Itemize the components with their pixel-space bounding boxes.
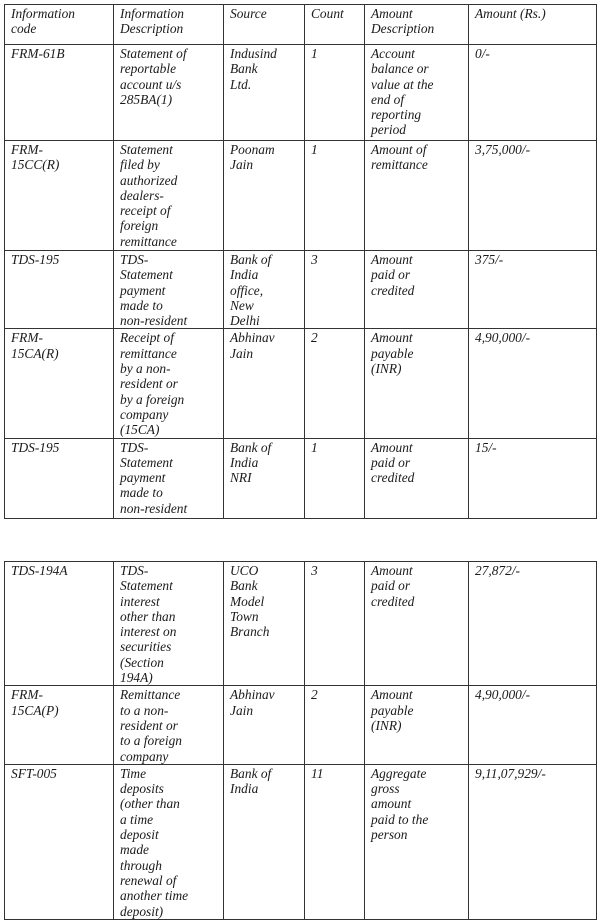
cell-source: Poonam Jain: [224, 141, 305, 251]
cell-amount: 375/-: [469, 251, 597, 329]
cell-information-code: FRM- 15CC(R): [5, 141, 114, 251]
header-amount-description: Amount Description: [365, 5, 469, 45]
header-amount: Amount (Rs.): [469, 5, 597, 45]
cell-count: 2: [305, 329, 365, 438]
cell-amount-description: Account balance or value at the end of reporting period: [365, 45, 469, 141]
cell-information-code: TDS-195: [5, 438, 114, 518]
cell-information-description: Statement of reportable account u/s 285BA(1): [114, 45, 224, 141]
cell-amount-description: Amount of remittance: [365, 141, 469, 251]
cell-count: 11: [305, 764, 365, 919]
cell-count: 1: [305, 438, 365, 518]
table-row: [5, 251, 597, 329]
cell-information-description: TDS- Statement interest other than interest on securities (Section 194A): [114, 562, 224, 686]
cell-amount: 3,75,000/-: [469, 141, 597, 251]
cell-amount-description: Amount payable (INR): [365, 686, 469, 764]
cell-amount-description: Amount paid or credited: [365, 562, 469, 686]
cell-information-code: TDS-195: [5, 251, 114, 329]
header-count: Count: [305, 5, 365, 45]
header-information-description: Information Description: [114, 5, 224, 45]
cell-source: Bank of India: [224, 764, 305, 919]
cell-source: Bank of India NRI: [224, 438, 305, 518]
cell-count: 2: [305, 686, 365, 764]
cell-amount-description: Amount paid or credited: [365, 251, 469, 329]
table-row: [5, 141, 597, 251]
cell-amount: 9,11,07,929/-: [469, 764, 597, 919]
cell-source: Abhinav Jain: [224, 686, 305, 764]
cell-count: 3: [305, 251, 365, 329]
table-row: [5, 764, 597, 919]
cell-information-description: TDS- Statement payment made to non-resident: [114, 251, 224, 329]
header-information-code: Information code: [5, 5, 114, 45]
cell-amount: 0/-: [469, 45, 597, 141]
cell-amount: 15/-: [469, 438, 597, 518]
cell-information-description: Time deposits (other than a time deposit made through renewal of another time deposit): [114, 764, 224, 919]
table-row: [5, 686, 597, 764]
cell-amount: 4,90,000/-: [469, 686, 597, 764]
cell-count: 1: [305, 141, 365, 251]
table-row: [5, 45, 597, 141]
cell-amount: 27,872/-: [469, 562, 597, 686]
cell-amount-description: Aggregate gross amount paid to the person: [365, 764, 469, 919]
cell-count: 1: [305, 45, 365, 141]
information-table-1: [4, 4, 597, 519]
cell-information-description: Statement filed by authorized dealers- receipt of foreign remittance: [114, 141, 224, 251]
table-row: [5, 438, 597, 518]
cell-source: Bank of India office, New Delhi: [224, 251, 305, 329]
table-row: [5, 329, 597, 438]
cell-information-code: FRM- 15CA(P): [5, 686, 114, 764]
cell-information-code: FRM- 15CA(R): [5, 329, 114, 438]
cell-amount-description: Amount payable (INR): [365, 329, 469, 438]
information-table-2: [4, 561, 597, 920]
cell-source: Abhinav Jain: [224, 329, 305, 438]
cell-information-description: TDS- Statement payment made to non-resident: [114, 438, 224, 518]
cell-count: 3: [305, 562, 365, 686]
header-source: Source: [224, 5, 305, 45]
cell-information-description: Remittance to a non- resident or to a foreign company: [114, 686, 224, 764]
table-header-row: [5, 5, 597, 45]
cell-source: UCO Bank Model Town Branch: [224, 562, 305, 686]
table-row: [5, 562, 597, 686]
cell-information-code: FRM-61B: [5, 45, 114, 141]
cell-source: Indusind Bank Ltd.: [224, 45, 305, 141]
cell-amount-description: Amount paid or credited: [365, 438, 469, 518]
cell-information-description: Receipt of remittance by a non- resident or by a foreign company (15CA): [114, 329, 224, 438]
cell-information-code: SFT-005: [5, 764, 114, 919]
cell-amount: 4,90,000/-: [469, 329, 597, 438]
cell-information-code: TDS-194A: [5, 562, 114, 686]
